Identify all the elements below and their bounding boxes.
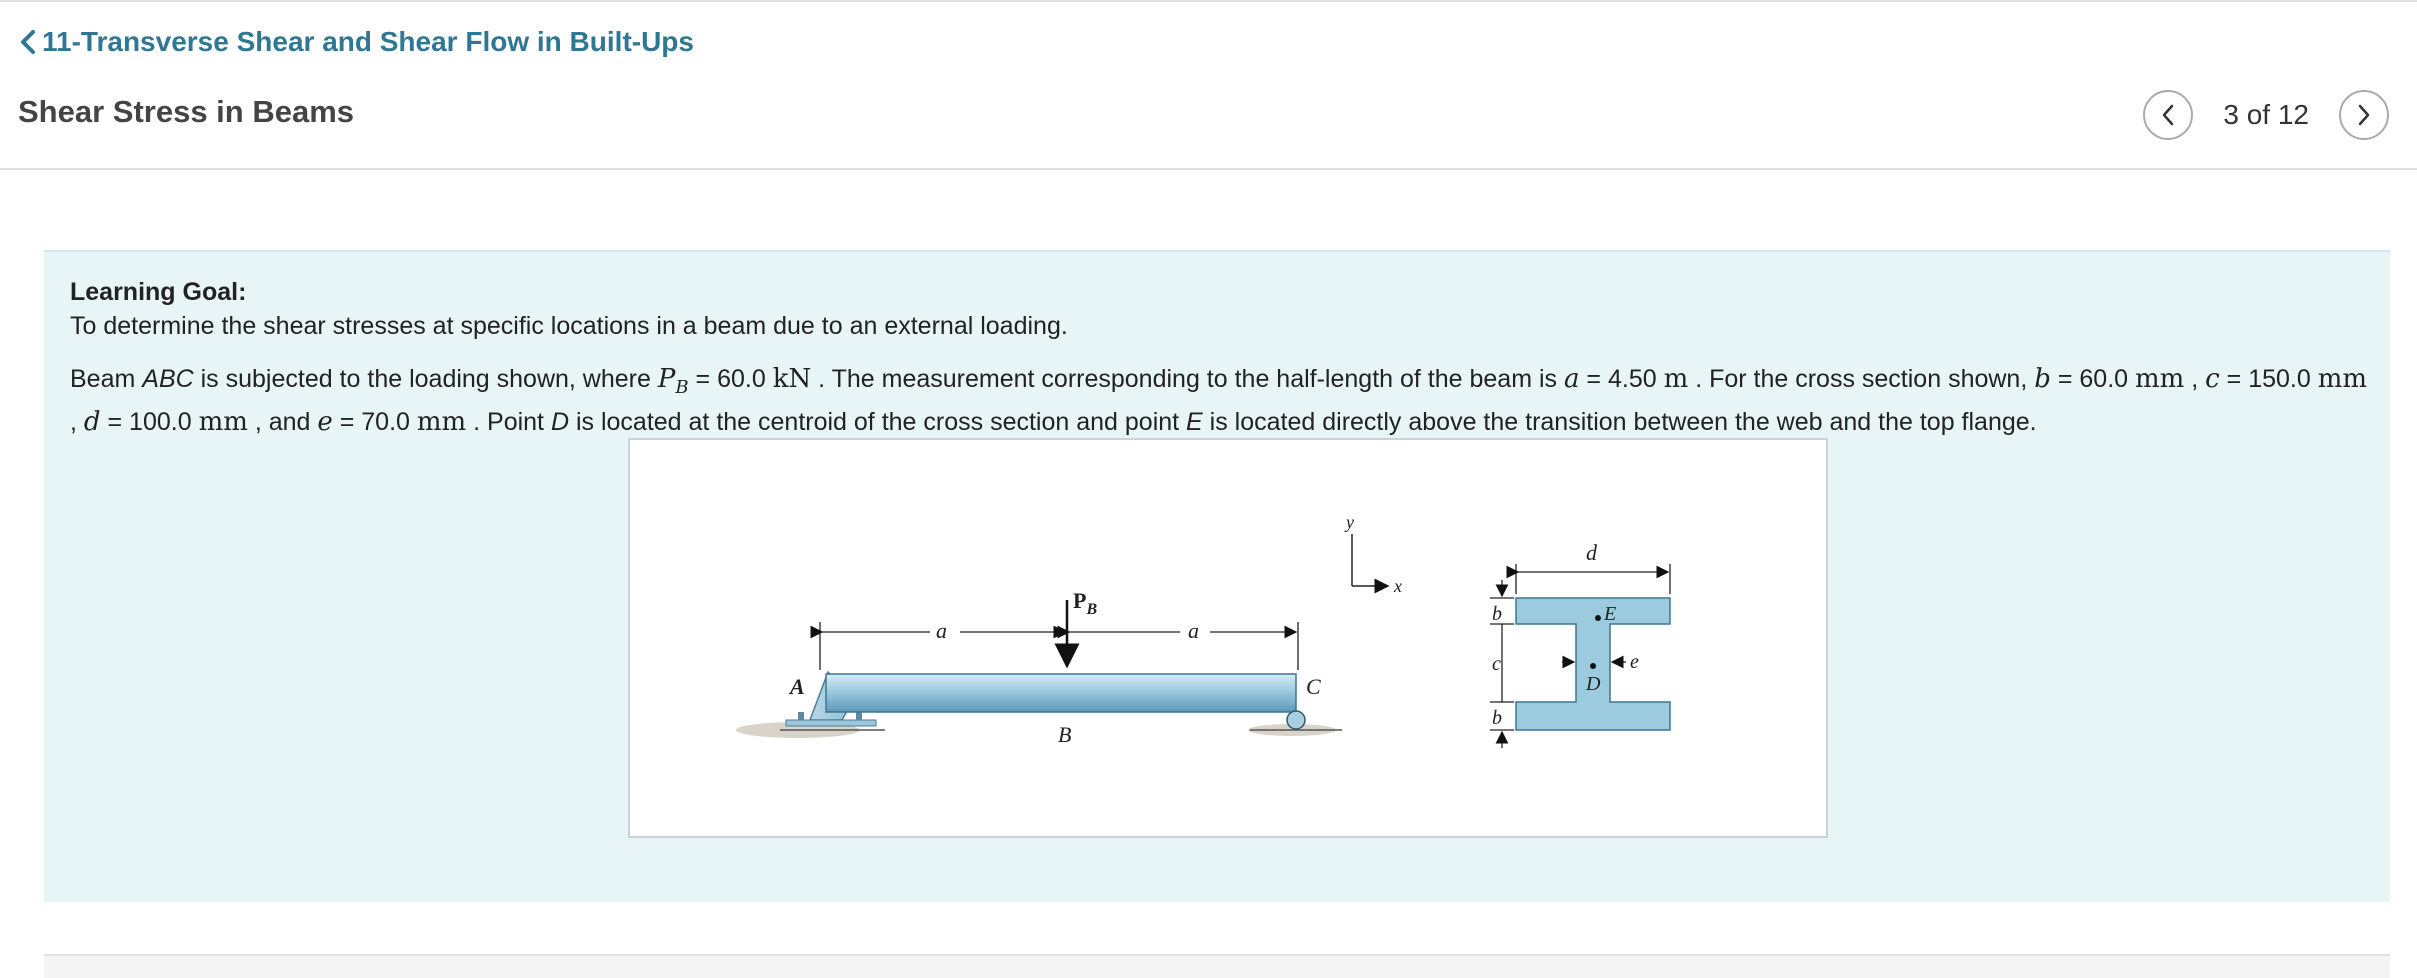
label-pb-letter: P xyxy=(1073,588,1087,613)
point-e-dot xyxy=(1595,615,1601,621)
coordinate-axes xyxy=(1352,534,1388,586)
label-d-point: D xyxy=(1586,673,1601,695)
chevron-right-icon xyxy=(2354,102,2374,128)
point-e-name: E xyxy=(1186,408,1203,436)
page-title: Shear Stress in Beams xyxy=(18,94,355,129)
point-d-name: D xyxy=(550,408,570,436)
b-value: = 60.0 xyxy=(2050,365,2135,393)
c-unit: mm xyxy=(2317,364,2368,394)
problem-text: is located at the centroid of the cross section and point xyxy=(569,408,1187,436)
beam-diagram xyxy=(630,440,1826,836)
pb-symbol: P xyxy=(657,364,676,394)
label-c: c xyxy=(1492,653,1501,675)
label-x-axis: x xyxy=(1394,576,1402,596)
point-d-dot xyxy=(1590,663,1596,669)
dimension-a xyxy=(820,622,1298,670)
previous-item-button[interactable] xyxy=(2143,90,2193,140)
next-part-strip xyxy=(44,956,2390,978)
label-a-left: a xyxy=(936,618,947,643)
label-e-point: E xyxy=(1604,603,1617,625)
pb-value: = 60.0 xyxy=(688,365,773,393)
label-pb xyxy=(1073,588,1097,618)
label-d: d xyxy=(1586,540,1597,565)
learning-goal-text: To determine the shear stresses at specific locations in a beam due to an external loading. xyxy=(70,312,1068,340)
beam-abc xyxy=(826,674,1296,712)
problem-text: , xyxy=(70,408,84,436)
e-value: = 70.0 xyxy=(332,408,417,436)
pager xyxy=(2143,88,2389,142)
back-to-assignment-link[interactable] xyxy=(18,26,694,58)
d-unit: mm xyxy=(198,407,248,437)
problem-panel xyxy=(44,250,2390,902)
label-pb-sub: B xyxy=(1086,601,1098,618)
back-link-label: 11-Transverse Shear and Shear Flow in Built-Ups xyxy=(42,26,694,57)
label-a-right: a xyxy=(1188,618,1199,643)
label-point-b: B xyxy=(1058,722,1072,747)
header-divider xyxy=(0,168,2417,170)
d-value: = 100.0 xyxy=(100,408,199,436)
top-rule xyxy=(0,0,2417,2)
problem-text: is located directly above the transition between the web and the top flange. xyxy=(1202,408,2037,436)
c-symbol: c xyxy=(2205,364,2220,394)
e-unit: mm xyxy=(416,407,467,437)
problem-text: , and xyxy=(247,408,318,436)
dimension-d xyxy=(1516,564,1670,594)
a-symbol: a xyxy=(1563,364,1580,394)
pb-unit: kN xyxy=(772,364,812,394)
problem-statement xyxy=(70,362,2370,440)
a-value: = 4.50 xyxy=(1579,365,1664,393)
c-value: = 150.0 xyxy=(2219,365,2318,393)
label-point-c: C xyxy=(1306,674,1321,699)
label-b-bottom: b xyxy=(1492,707,1502,729)
d-symbol: d xyxy=(83,407,101,437)
problem-text: Beam xyxy=(70,365,143,393)
b-unit: mm xyxy=(2135,364,2185,394)
chevron-left-icon xyxy=(2158,102,2178,128)
label-b-top: b xyxy=(1492,603,1502,625)
beam-figure xyxy=(628,438,1828,838)
next-item-button[interactable] xyxy=(2339,90,2389,140)
problem-text: . Point xyxy=(466,408,551,436)
label-point-a: A xyxy=(790,674,805,699)
pb-subscript: B xyxy=(675,377,689,398)
beam-name: ABC xyxy=(142,365,194,393)
learning-goal-heading: Learning Goal: xyxy=(70,278,247,306)
e-symbol: e xyxy=(317,407,333,437)
label-y-axis: y xyxy=(1346,512,1354,532)
chevron-left-icon xyxy=(18,28,38,56)
pager-status: 3 of 12 xyxy=(2223,99,2309,130)
problem-text: , xyxy=(2184,365,2206,393)
a-unit: m xyxy=(1663,364,1689,394)
problem-text: . The measurement corresponding to the half-length of the beam is xyxy=(811,365,1564,393)
problem-text: is subjected to the loading shown, where xyxy=(193,365,658,393)
problem-text: . For the cross section shown, xyxy=(1688,365,2035,393)
label-e: e xyxy=(1630,651,1639,673)
b-symbol: b xyxy=(2034,364,2051,394)
